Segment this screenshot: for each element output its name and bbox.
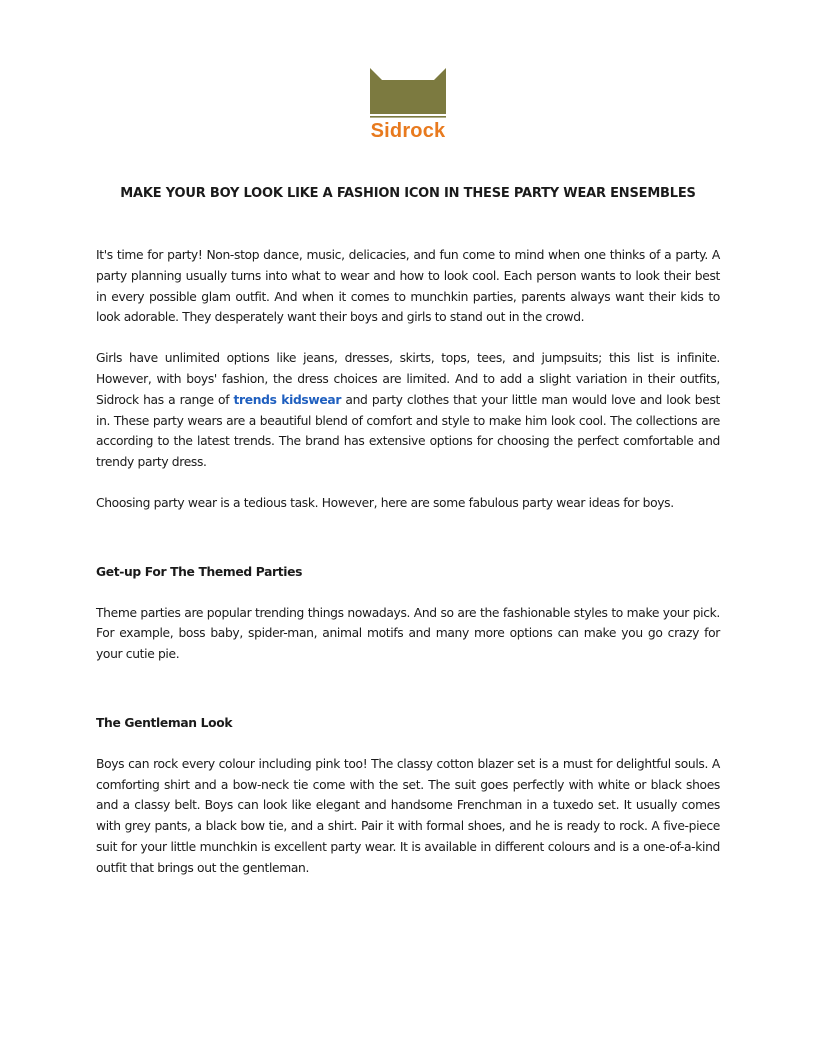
intro-paragraph-3: Choosing party wear is a tedious task. However, here are some fabulous party wear ideas for boys. <box>96 495 674 510</box>
section-heading-gentleman-look: The Gentleman Look <box>96 715 233 730</box>
trends-kidswear-link[interactable]: trends kidswear <box>233 392 342 407</box>
section-body-gentleman-look: Boys can rock every colour including pink too! The classy cotton blazer set is a must for delightful souls. A comforting shirt and a bow-neck tie come with the set. The suit goes perfectly with white or black shoes and a classy belt. Boys can look like elegant and handsome Frenchman in a tuxedo set. It usually comes with grey pants, a black bow tie, and a shirt. Pair it with formal shoes, and he is ready to rock. A five-piece suit for your little munchkin is excellent party wear. It is available in different colours and is a one-of-a-kind outfit that brings out the gentleman. <box>96 756 720 875</box>
brand-name: Sidrock <box>370 120 446 142</box>
intro-paragraph-2: Girls have unlimited options like jeans, dresses, skirts, tops, tees, and jumpsuits; this list is infinite. However, with boys' fashion, the dress choices are limited. And to add a slight variation in their outfits, Sidrock has a range of trends kidswear and party clothes that your little man would love and look best in. These party wears are a beautiful blend of comfort and style to make him look cool. The collections are according to the latest trends. The brand has extensive options for choosing the perfect comfortable and trendy party dress. <box>96 351 720 470</box>
section-body-themed-parties: Theme parties are popular trending things nowadays. And so are the fashionable styles to make your pick. For example, boss baby, spider-man, animal motifs and many more options can make you go crazy for your cutie pie. <box>96 605 720 662</box>
intro-paragraph-1: It's time for party! Non-stop dance, music, delicacies, and fun come to mind when one thinks of a party. A party planning usually turns into what to wear and how to look cool. Each person wants to look their best in every possible glam outfit. And when it comes to munchkin parties, parents always want their kids to look adorable. They desperately want their boys and girls to stand out in the crowd. <box>96 248 720 325</box>
section-heading-themed-parties: Get-up For The Themed Parties <box>96 564 303 579</box>
page-title: MAKE YOUR BOY LOOK LIKE A FASHION ICON IN THESE PARTY WEAR ENSEMBLES <box>120 186 696 201</box>
article-body <box>96 245 720 879</box>
